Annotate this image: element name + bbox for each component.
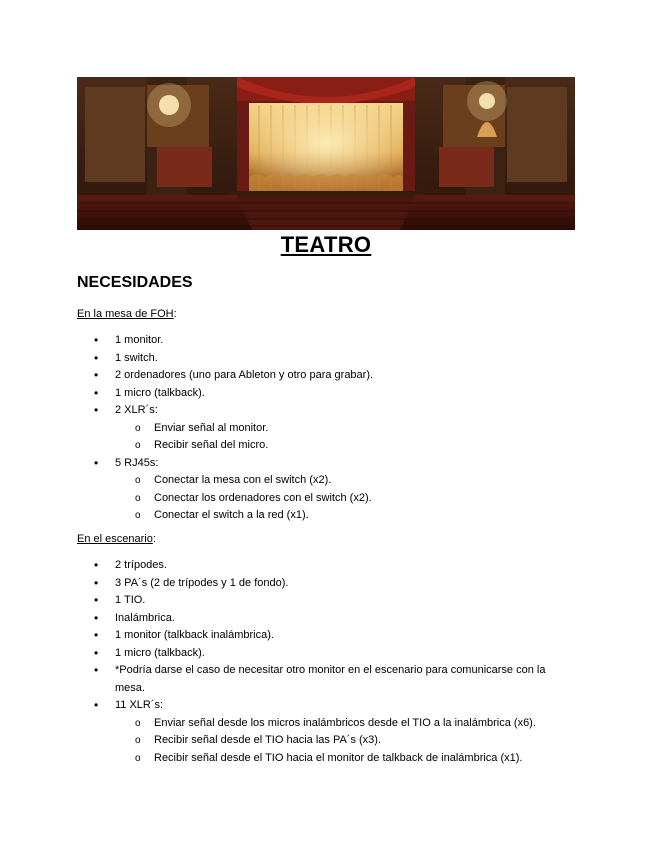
list-item-text: *Podría darse el caso de necesitar otro monitor en el escenario para comunicarse con la mesa. (115, 664, 546, 694)
list-item (77, 367, 577, 385)
list-item (77, 662, 577, 697)
sub-list-item: o Enviar señal desde los micros inalámbricos desde el TIO a la inalámbrica (x6). (115, 715, 577, 733)
list-item-text: 1 switch. (115, 351, 158, 364)
list-item-text: Inalámbrica. (115, 611, 175, 624)
sub-list-item: o Conectar los ordenadores con el switch (x2). (115, 490, 577, 508)
list-item-text: 3 PA´s (2 de trípodes y 1 de fondo). (115, 576, 289, 589)
section-heading: NECESIDADES (77, 274, 193, 291)
list-item (77, 350, 577, 368)
sub-list-item: o Recibir señal desde el TIO hacia las PA´s (x3). (115, 732, 577, 750)
page-title: TEATRO (280, 232, 372, 257)
list-item-text: 2 XLR´s: (115, 404, 158, 416)
section-label-text: En el escenario (77, 533, 153, 545)
list-item (77, 455, 577, 525)
list-item-text: 1 monitor. (115, 334, 164, 346)
list-item (77, 557, 577, 575)
list-item (77, 332, 577, 350)
list-item-text: 2 trípodes. (115, 559, 167, 571)
list-item (77, 575, 577, 593)
sub-list (115, 472, 577, 525)
sub-list-item: o Conectar la mesa con el switch (x2). (115, 472, 577, 490)
list-item-text: 11 XLR´s: (115, 699, 164, 711)
sub-list (115, 715, 577, 768)
sub-list-item: o Enviar señal al monitor. (115, 420, 577, 438)
list-item (77, 610, 577, 628)
theater-banner-image (77, 77, 575, 230)
list-item (77, 402, 577, 455)
list-item-text: 1 monitor (talkback inalámbrica). (115, 629, 274, 641)
sub-list (115, 420, 577, 455)
list-item (77, 645, 577, 663)
theater-photo-icon (77, 77, 575, 230)
list-item-text: 2 ordenadores (uno para Ableton y otro para grabar). (115, 369, 374, 381)
sub-list-item: o Conectar el switch a la red (x1). (115, 507, 577, 525)
list-item-text: 1 TIO. (115, 594, 146, 606)
list-item (77, 697, 577, 767)
sub-list-item: o Recibir señal desde el TIO hacia el monitor de talkback de inalámbrica (x1). (115, 750, 577, 768)
list-item-text: 5 RJ45s: (115, 456, 159, 469)
stage-list (77, 557, 577, 767)
list-item (77, 592, 577, 610)
list-item (77, 385, 577, 403)
section-label-colon: : (173, 308, 177, 320)
list-item (77, 627, 577, 645)
section-label-stage (77, 533, 156, 545)
sub-list-item: o Recibir señal del micro. (115, 437, 577, 455)
section-label-text: En la mesa de FOH (77, 308, 174, 320)
section-label-colon: : (152, 533, 156, 545)
foh-list (77, 332, 577, 525)
section-label-foh (77, 308, 177, 320)
list-item-text: 1 micro (talkback). (115, 386, 205, 399)
list-item-text: 1 micro (talkback). (115, 646, 205, 659)
